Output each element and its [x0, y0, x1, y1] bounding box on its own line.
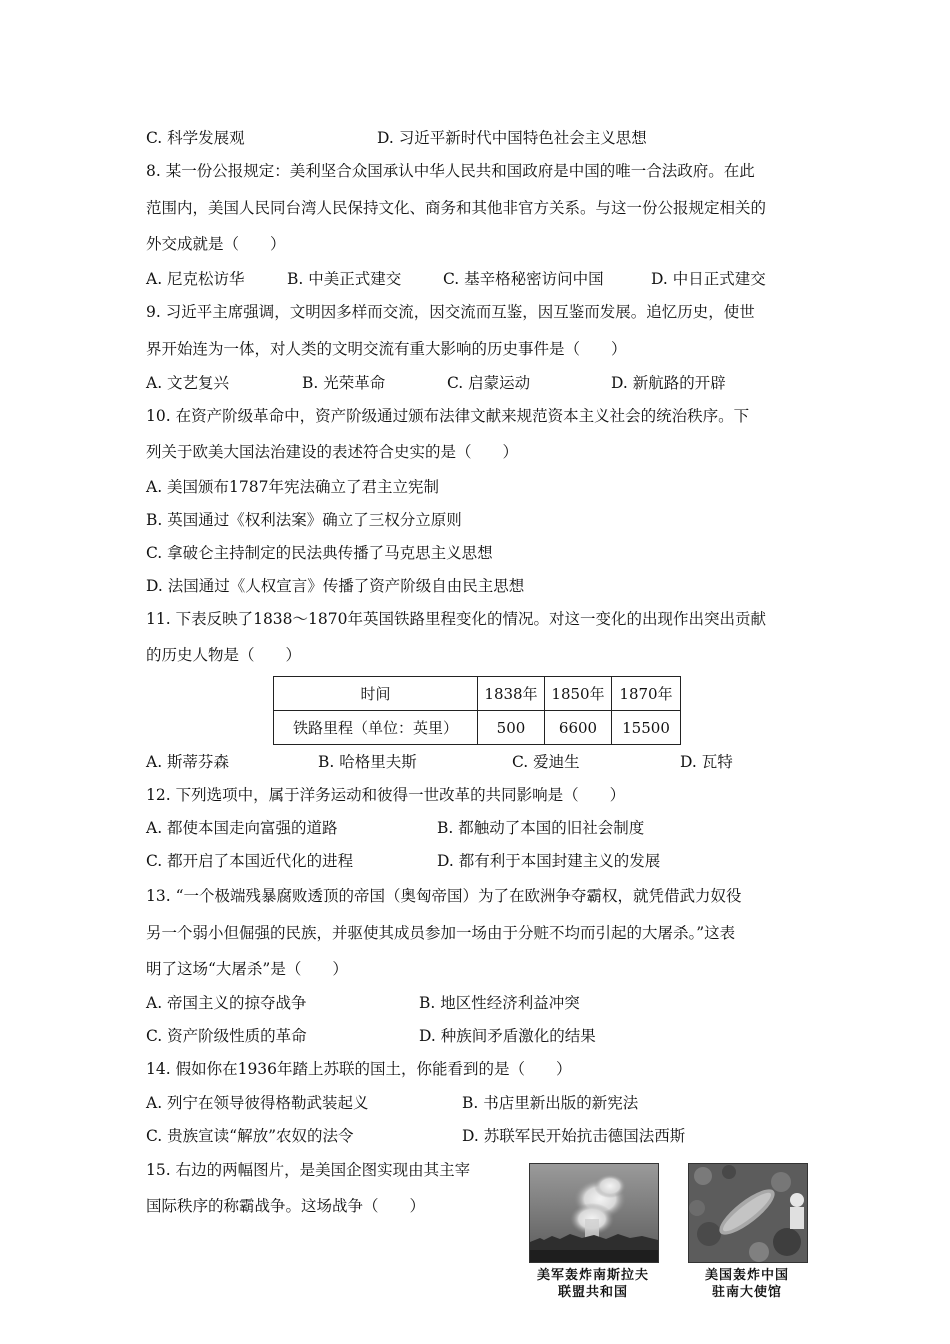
table-header-cell: 时间: [274, 677, 478, 711]
q13-option-c: C. 资产阶级性质的革命: [146, 1027, 307, 1045]
table-cell: 500: [478, 711, 545, 745]
q10-option-b: B. 英国通过《权利法案》确立了三权分立原则: [146, 511, 462, 529]
q13-stem-line-3: 明了这场“大屠杀”是（ ）: [146, 960, 348, 978]
railway-mileage-table: [273, 676, 681, 745]
q11-stem-line-2: 的历史人物是（ ）: [146, 646, 302, 664]
q9-stem-line-1: 9. 习近平主席强调，文明因多样而交流，因交流而互鉴，因互鉴而发展。追忆历史，使世: [146, 303, 755, 321]
q15-stem-line-1: 15. 右边的两幅图片，是美国企图实现由其主宰: [146, 1161, 471, 1179]
table-cell: 15500: [612, 711, 681, 745]
q13-stem-line-1: 13. “一个极端残暴腐败透顶的帝国（奥匈帝国）为了在欧洲争夺霸权，就凭借武力奴役: [146, 887, 742, 905]
q9-option-c: C. 启蒙运动: [447, 374, 531, 392]
table-row: [274, 711, 681, 745]
q11-option-b: B. 哈格里夫斯: [318, 753, 417, 771]
table-header-row: [274, 677, 681, 711]
q11-option-a: A. 斯蒂芬森: [146, 753, 230, 771]
q9-option-a: A. 文艺复兴: [146, 374, 230, 392]
q12-option-c: C. 都开启了本国近代化的进程: [146, 852, 354, 870]
q14-option-c: C. 贵族宣读“解放”农奴的法令: [146, 1127, 354, 1145]
q8-stem-line-1: 8. 某一份公报规定：美利坚合众国承认中华人民共和国政府是中国的唯一合法政府。在此: [146, 162, 755, 180]
q13-option-d: D. 种族间矛盾激化的结果: [419, 1027, 596, 1045]
q13-option-a: A. 帝国主义的掠夺战争: [146, 994, 307, 1012]
photo-1-caption-line-1: 美军轰炸南斯拉夫: [536, 1268, 649, 1283]
q7-option-d: D. 习近平新时代中国特色社会主义思想: [377, 129, 647, 147]
q9-stem-line-2: 界开始连为一体，对人类的文明交流有重大影响的历史事件是（ ）: [146, 340, 627, 358]
photo-1-caption: [519, 1267, 667, 1301]
q11-stem-line-1: 11. 下表反映了1838～1870年英国铁路里程变化的情况。对这一变化的出现作出突出贡献: [146, 610, 766, 628]
q11-option-d: D. 瓦特: [680, 753, 733, 771]
q8-option-a: A. 尼克松访华: [146, 270, 245, 288]
bombing-yugoslavia-image: [530, 1164, 658, 1262]
q10-option-a: A. 美国颁布1787年宪法确立了君主立宪制: [146, 478, 439, 496]
table-cell: 铁路里程（单位：英里）: [274, 711, 478, 745]
q8-stem-line-2: 范围内，美国人民同台湾人民保持文化、商务和其他非官方关系。与这一份公报规定相关的: [146, 199, 767, 217]
q14-stem-line-1: 14. 假如你在1936年踏上苏联的国土，你能看到的是（ ）: [146, 1060, 572, 1078]
photo-2-caption: [678, 1267, 816, 1301]
q15-stem-line-2: 国际秩序的称霸战争。这场战争（ ）: [146, 1197, 426, 1215]
q8-option-b: B. 中美正式建交: [287, 270, 402, 288]
q14-option-a: A. 列宁在领导彼得格勒武装起义: [146, 1094, 369, 1112]
q12-stem-line-1: 12. 下列选项中，属于洋务运动和彼得一世改革的共同影响是（ ）: [146, 786, 626, 804]
q10-stem-line-1: 10. 在资产阶级革命中，资产阶级通过颁布法律文献来规范资本主义社会的统治秩序。下: [146, 407, 750, 425]
photo-1-caption-line-2: 联盟共和国: [557, 1285, 628, 1300]
bombing-yugoslavia-photo: [529, 1163, 659, 1263]
photo-2-caption-line-2: 驻南大使馆: [711, 1285, 782, 1300]
q8-option-c: C. 基辛格秘密访问中国: [443, 270, 604, 288]
q12-option-d: D. 都有利于本国封建主义的发展: [437, 852, 661, 870]
q10-option-d: D. 法国通过《人权宣言》传播了资产阶级自由民主思想: [146, 577, 525, 595]
table-cell: 6600: [545, 711, 612, 745]
q13-option-b: B. 地区性经济利益冲突: [419, 994, 580, 1012]
q7-option-c: C. 科学发展观: [146, 129, 245, 147]
q12-option-b: B. 都触动了本国的旧社会制度: [437, 819, 645, 837]
q9-option-d: D. 新航路的开辟: [611, 374, 726, 392]
embassy-bombing-image: [689, 1164, 807, 1262]
q14-option-b: B. 书店里新出版的新宪法: [462, 1094, 639, 1112]
table-header-cell: 1838年: [478, 677, 545, 711]
q10-option-c: C. 拿破仑主持制定的民法典传播了马克思主义思想: [146, 544, 493, 562]
q8-stem-line-3: 外交成就是（ ）: [146, 235, 286, 253]
q12-option-a: A. 都使本国走向富强的道路: [146, 819, 338, 837]
q8-option-d: D. 中日正式建交: [651, 270, 766, 288]
q13-stem-line-2: 另一个弱小但倔强的民族，并驱使其成员参加一场由于分赃不均而引起的大屠杀。”这表: [146, 924, 736, 942]
table-header-cell: 1870年: [612, 677, 681, 711]
embassy-bombing-photo: [688, 1163, 808, 1263]
q14-option-d: D. 苏联军民开始抗击德国法西斯: [462, 1127, 686, 1145]
q10-stem-line-2: 列关于欧美大国法治建设的表述符合史实的是（ ）: [146, 443, 519, 461]
table-header-cell: 1850年: [545, 677, 612, 711]
q9-option-b: B. 光荣革命: [302, 374, 386, 392]
q11-option-c: C. 爱迪生: [512, 753, 580, 771]
photo-2-caption-line-1: 美国轰炸中国: [704, 1268, 789, 1283]
